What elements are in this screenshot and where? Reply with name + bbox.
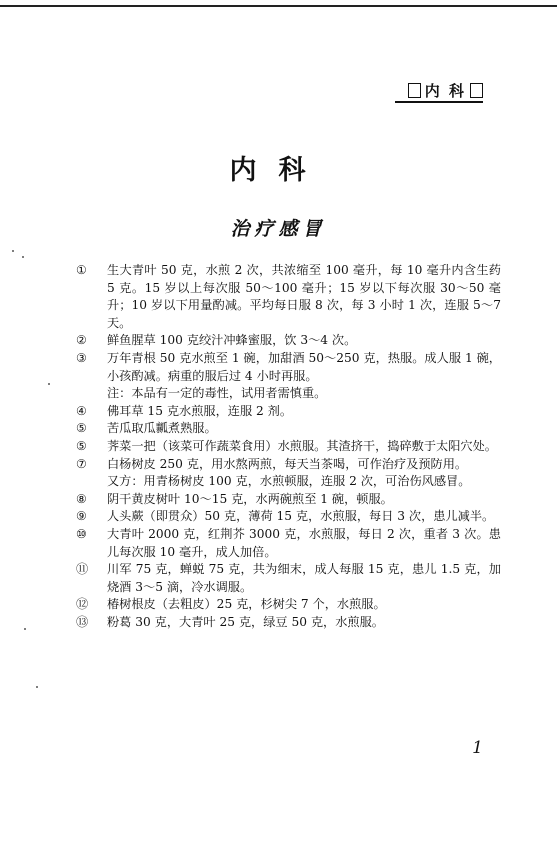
- scan-speck: [48, 383, 50, 385]
- header-label: 内 科: [424, 82, 466, 100]
- list-item-note: [76, 473, 501, 491]
- item-number: ⑧: [76, 491, 87, 506]
- list-item: [76, 350, 501, 385]
- item-text: 粉葛 30 克，大青叶 25 克，绿豆 50 克，水煎服。: [107, 614, 384, 629]
- list-item: [76, 561, 501, 596]
- section-title: 治疗感冒: [230, 218, 327, 240]
- item-text: 注：本品有一定的毒性，试用者需慎重。: [107, 386, 327, 401]
- remedy-list: [76, 262, 501, 631]
- header-box-right: [470, 83, 483, 98]
- item-number: ⑪: [76, 562, 89, 577]
- scan-speck: [12, 250, 14, 252]
- item-number: ④: [76, 403, 87, 418]
- list-item: [76, 262, 501, 332]
- item-text: 白杨树皮 250 克，用水熬两煎，每天当茶喝，可作治疗及预防用。: [107, 456, 468, 471]
- item-text: 人头蕨（即贯众）50 克，薄荷 15 克，水煎服，每日 3 次，患儿减半。: [107, 509, 495, 524]
- item-number: ⑩: [76, 526, 87, 541]
- list-item: [76, 332, 501, 350]
- item-number: ⑦: [76, 456, 87, 471]
- item-text: 荠菜一把（该菜可作蔬菜食用）水煎服。其渣挤干，捣碎敷于太阳穴处。: [107, 438, 497, 453]
- scan-speck: [36, 686, 38, 688]
- item-text: 苦瓜取瓜瓤煮熟服。: [107, 421, 217, 436]
- item-number: ⑤: [76, 421, 87, 436]
- item-text: 鲜鱼腥草 100 克绞汁冲蜂蜜服，饮 3～4 次。: [107, 333, 357, 348]
- list-item: [76, 614, 501, 632]
- item-text: 佛耳草 15 克水煎服，连服 2 剂。: [107, 403, 293, 418]
- chapter-title: 内科: [229, 155, 328, 186]
- header-box-left: [408, 83, 421, 98]
- list-item: [76, 596, 501, 614]
- top-rule: [0, 5, 557, 7]
- item-number: ①: [76, 263, 87, 277]
- list-item: [76, 438, 501, 456]
- item-text: 又方：用青杨树皮 100 克，水煎顿服，连服 2 次，可治伤风感冒。: [107, 474, 471, 489]
- list-item: [76, 491, 501, 509]
- page-number: 1: [472, 738, 483, 758]
- item-number: ③: [76, 350, 87, 365]
- item-text: 椿树根皮（去粗皮）25 克，杉树尖 7 个，水煎服。: [107, 597, 386, 612]
- list-item: [76, 420, 501, 438]
- scan-speck: [22, 256, 24, 258]
- item-number: ②: [76, 333, 87, 348]
- running-header: [408, 80, 483, 101]
- item-text: 万年青根 50 克水煎至 1 碗，加甜酒 50～250 克，热服。成人服 1 碗，小孩酌减。病重的服后过 4 小时再服。: [107, 350, 501, 383]
- header-underline: [395, 101, 483, 103]
- item-text: 阴干黄皮树叶 10～15 克，水两碗煎至 1 碗，顿服。: [107, 491, 393, 506]
- item-number: ⑨: [76, 509, 87, 524]
- list-item: [76, 508, 501, 526]
- list-item: [76, 526, 501, 561]
- list-item: [76, 403, 501, 421]
- item-number: ⑬: [76, 614, 89, 629]
- item-text: 生大青叶 50 克，水煎 2 次，共浓缩至 100 毫升，每 10 毫升内含生药 5 克。15 岁以上每次服 50～100 毫升；15 岁以下每次服 30～50 毫升；10 岁以下用量酌减。平均每日服 8 次，每 3 小时 1 次，连服 5～7 天。: [107, 263, 501, 330]
- list-item: [76, 456, 501, 474]
- scan-speck: [24, 628, 26, 630]
- item-number: ⑫: [76, 597, 89, 612]
- item-number: ⑤: [76, 438, 87, 453]
- item-text: 川军 75 克，蝉蜕 75 克，共为细末，成人每服 15 克，患儿 1.5 克，加烧酒 3～5 滴，冷水调服。: [107, 562, 501, 594]
- item-text: 大青叶 2000 克，红荆芥 3000 克，水煎服，每日 2 次，重者 3 次。患儿每次服 10 毫升，成人加倍。: [107, 526, 501, 559]
- list-item-note: [76, 385, 501, 403]
